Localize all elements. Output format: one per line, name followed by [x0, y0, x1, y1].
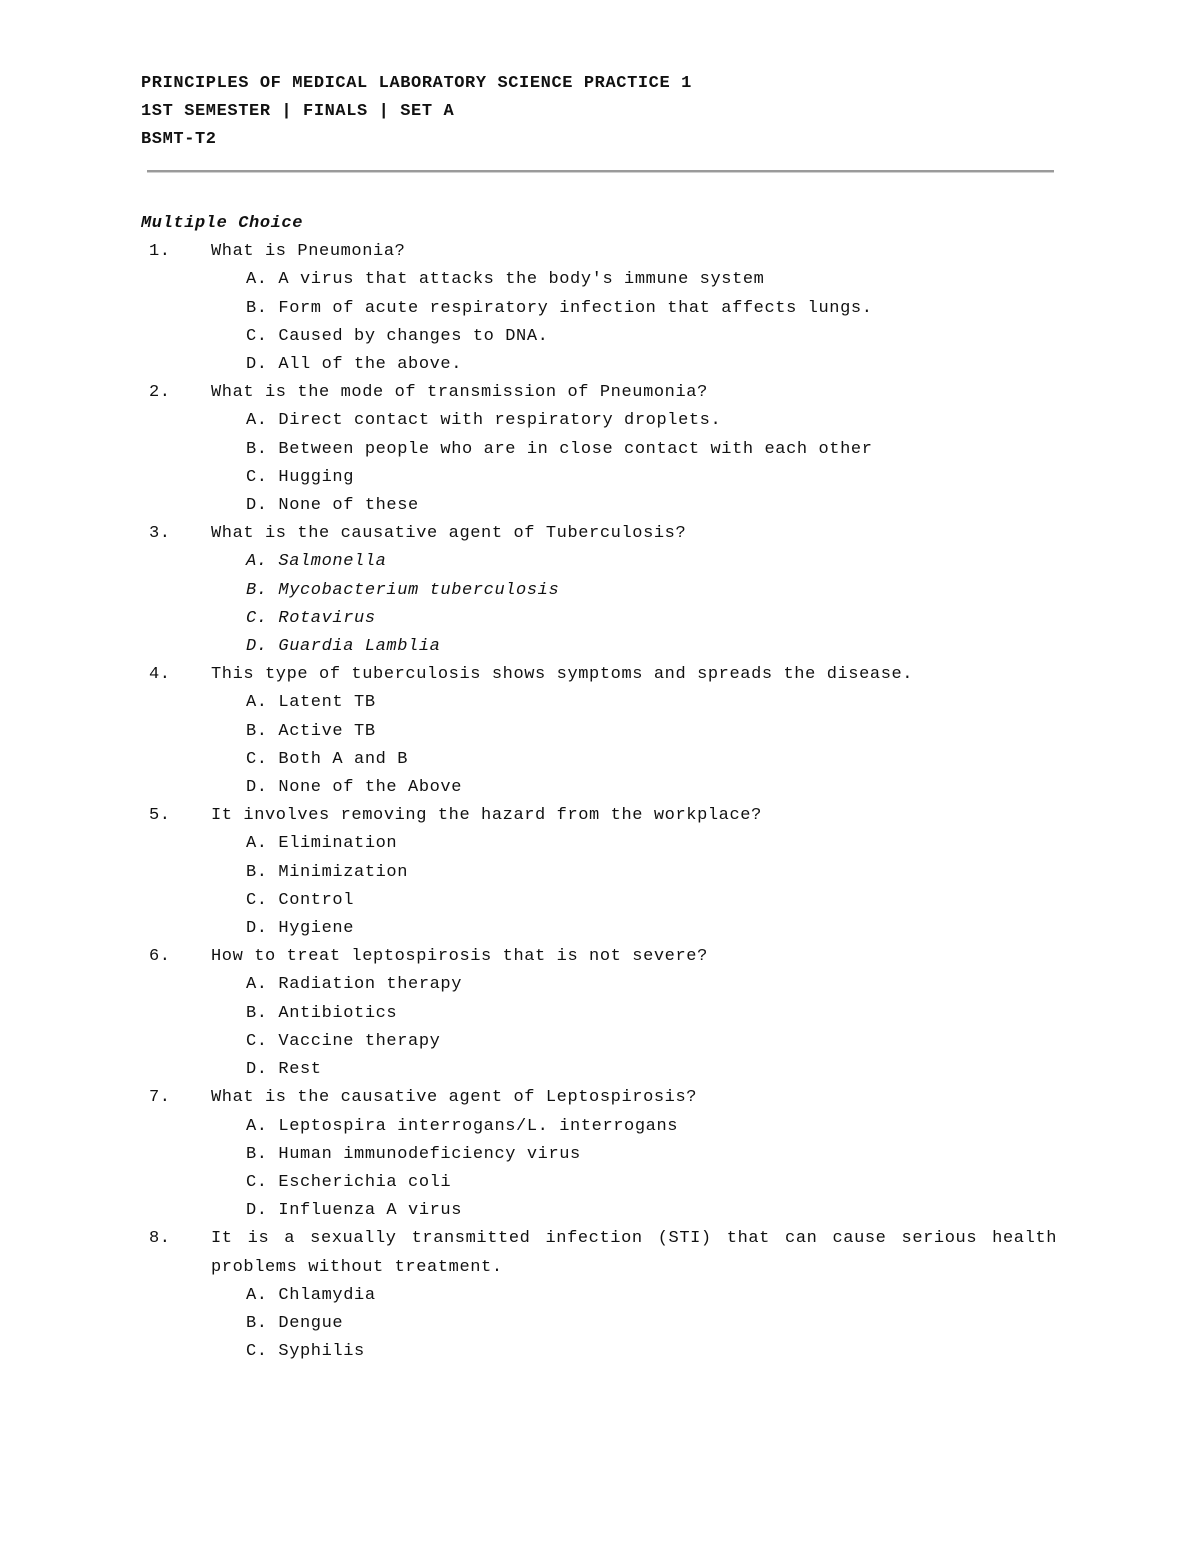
option-d: D. Rest: [246, 1060, 322, 1080]
option-c: C. Rotavirus: [246, 608, 376, 628]
exam-body: [141, 210, 1061, 1366]
option-b: B. Antibiotics: [246, 1003, 398, 1023]
option-b: B. Mycobacterium tuberculosis: [246, 580, 560, 600]
question-number: 2.: [149, 383, 171, 403]
option-list: [246, 548, 1061, 661]
question-text: It is a sexually transmitted infection (STI) that can cause serious health problems without treatment.: [211, 1229, 1057, 1277]
question-3: [141, 520, 1061, 661]
question-number: 3.: [149, 524, 171, 544]
section-code: BSMT-T2: [141, 130, 217, 150]
option-d: D. Hygiene: [246, 919, 355, 939]
document-header: [141, 70, 1061, 155]
option-b: B. Active TB: [246, 721, 376, 741]
option-list: [246, 971, 1061, 1084]
option-b: B. Dengue: [246, 1313, 344, 1333]
option-a: A. Salmonella: [246, 552, 387, 572]
option-d: D. Influenza A virus: [246, 1201, 463, 1221]
option-list: [246, 1113, 1061, 1226]
option-a: A. Chlamydia: [246, 1285, 376, 1305]
option-c: C. Hugging: [246, 467, 355, 487]
option-c: C. Vaccine therapy: [246, 1031, 441, 1051]
question-number: 7.: [149, 1088, 171, 1108]
header-divider: [147, 170, 1054, 173]
question-text: What is Pneumonia?: [211, 242, 406, 262]
question-number: 5.: [149, 806, 171, 826]
option-c: C. Syphilis: [246, 1342, 365, 1362]
option-c: C. Escherichia coli: [246, 1172, 452, 1192]
course-title: PRINCIPLES OF MEDICAL LABORATORY SCIENCE PRACTICE 1: [141, 74, 692, 93]
question-8: [141, 1225, 1061, 1366]
question-6: [141, 943, 1061, 1084]
option-b: B. Human immunodeficiency virus: [246, 1144, 581, 1164]
option-d: D. All of the above.: [246, 355, 463, 375]
question-number: 1.: [149, 242, 171, 262]
option-list: [246, 1282, 1061, 1367]
question-4: [141, 661, 1061, 802]
question-2: [141, 379, 1061, 520]
question-1: [141, 238, 1061, 379]
option-d: D. Guardia Lamblia: [246, 637, 441, 657]
option-d: D. None of the Above: [246, 778, 463, 798]
question-number: 4.: [149, 665, 171, 685]
option-b: B. Between people who are in close contact with each other: [246, 439, 873, 459]
option-a: A. Leptospira interrogans/L. interrogans: [246, 1116, 679, 1136]
option-list: [246, 407, 1061, 520]
question-text: It involves removing the hazard from the workplace?: [211, 806, 762, 826]
option-a: A. Direct contact with respiratory droplets.: [246, 411, 722, 431]
option-c: C. Control: [246, 890, 355, 910]
option-b: B. Minimization: [246, 862, 409, 882]
option-list: [246, 830, 1061, 943]
question-5: [141, 802, 1061, 943]
question-number: 8.: [149, 1229, 171, 1249]
question-text: What is the causative agent of Tuberculosis?: [211, 524, 687, 544]
exam-info: 1ST SEMESTER | FINALS | SET A: [141, 102, 455, 122]
question-text: What is the mode of transmission of Pneumonia?: [211, 383, 708, 403]
option-c: C. Caused by changes to DNA.: [246, 326, 549, 346]
option-a: A. Elimination: [246, 834, 398, 854]
question-7: [141, 1084, 1061, 1225]
option-a: A. Latent TB: [246, 693, 376, 713]
section-title: Multiple Choice: [141, 214, 304, 233]
question-number: 6.: [149, 947, 171, 967]
option-c: C. Both A and B: [246, 749, 409, 769]
option-b: B. Form of acute respiratory infection that affects lungs.: [246, 298, 873, 318]
option-a: A. A virus that attacks the body's immune system: [246, 270, 765, 290]
option-a: A. Radiation therapy: [246, 975, 463, 995]
question-text: What is the causative agent of Leptospirosis?: [211, 1088, 698, 1108]
option-list: [246, 266, 1061, 379]
option-list: [246, 689, 1061, 802]
question-text: This type of tuberculosis shows symptoms and spreads the disease.: [211, 665, 914, 685]
option-d: D. None of these: [246, 496, 419, 516]
question-text: How to treat leptospirosis that is not severe?: [211, 947, 708, 967]
